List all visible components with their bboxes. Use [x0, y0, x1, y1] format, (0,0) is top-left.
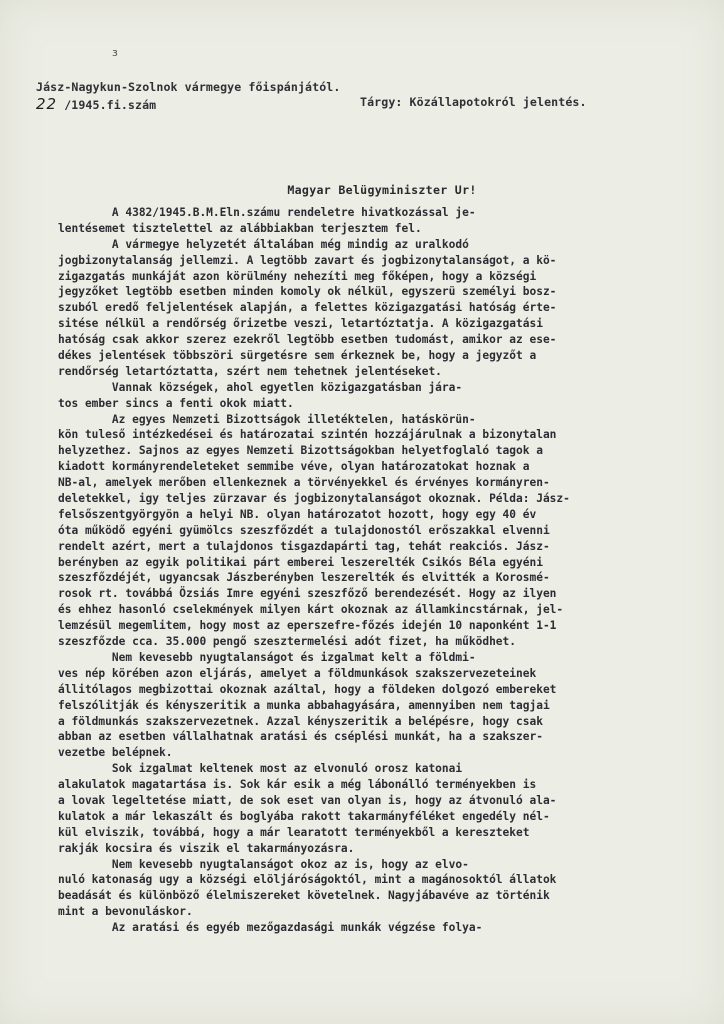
- text-line: helyzethez. Sajnos az egyes Nemzeti Bizottságokban helyetfoglaló tagok a: [58, 444, 543, 458]
- text-line: deletekkel, igy teljes zürzavar és jogbizonytalanságot okoznak. Példa: Jász-: [58, 492, 570, 506]
- text-line: szeszfőzdéjét, ugyancsak Jászberényben leszerelték és elvitték a Korosmé-: [58, 571, 550, 585]
- text-line: alakulatok magatartása is. Sok kár esik a még lábonálló terményekben is: [58, 778, 537, 792]
- text-line: ves nép körében azon eljárás, amelyet a földmunkások szakszervezeteinek: [58, 666, 537, 680]
- text-line: vezetbe belépnek.: [58, 746, 173, 760]
- reference-number: [36, 95, 156, 113]
- text-line: jegyzőket legtöbb esetben minden komoly ok nélkül, egyszerü személyi bosz-: [58, 285, 557, 299]
- text-line: mint a bevonuláskor.: [58, 905, 193, 919]
- handwritten-number: 22: [36, 95, 58, 113]
- text-line: Vannak községek, ahol egyetlen közigazgatásban jára-: [58, 380, 463, 394]
- text-line: szeszfőzde cca. 35.000 pengő szesztermelési adót fizet, ha működhet.: [58, 635, 517, 649]
- issuer-line: Jász-Nagykun-Szolnok vármegye főispánjától.: [36, 80, 341, 94]
- text-line: jogbizonytalanság jellemzi. A legtöbb zavart és jogbizonytalanságot, a kö-: [58, 253, 557, 267]
- salutation: Magyar Belügyminiszter Ur!: [287, 183, 477, 197]
- subject-line: Tárgy: Közállapotokról jelentés.: [360, 95, 587, 109]
- text-line: felsőszentgyörgyön a helyi NB. olyan határozatot hozott, hogy egy 40 év: [58, 507, 537, 521]
- text-line: NB-al, amelyek merőben ellenkeznek a törvényekkel és érvényes kormányren-: [58, 476, 550, 490]
- text-line: A 4382/1945.B.M.Eln.számu rendeletre hivatkozással je-: [58, 206, 476, 219]
- text-line: és ehhez hasonló cselekmények milyen kárt okoznak az államkincstárnak, jel-: [58, 603, 564, 617]
- text-line: dékes jelentések többszöri sürgetésre sem érkeznek be, hogy a jegyzőt a: [58, 349, 537, 363]
- text-line: a lovak legeltetése miatt, de sok eset van olyan is, hogy az átvonuló ala-: [58, 793, 557, 807]
- text-line: A vármegye helyzetét általában még mindig az uralkodó: [58, 237, 469, 251]
- text-line: Sok izgalmat keltenek most az elvonuló orosz katonai: [58, 762, 463, 776]
- text-line: állitólagos megbizottai okoznak azáltal, hogy a földeken dolgozó embereket: [58, 682, 557, 696]
- text-line: kulatok a már lekaszált és boglyába rakott takarmányféléket engedély nél-: [58, 809, 550, 823]
- text-line: zigazgatás munkáját azon körülmény nehezíti meg főképen, hogy a községi: [58, 269, 537, 283]
- text-line: Nem kevesebb nyugtalanságot okoz az is, hogy az elvo-: [58, 857, 469, 871]
- text-line: rosok rt. továbbá Özsiás Imre egyéni szeszfőző berendezését. Hogy az ilyen: [58, 587, 557, 601]
- text-line: kiadott kormányrendeleteket semmibe véve, olyan határozatokat hoznak a: [58, 460, 530, 474]
- text-line: Az egyes Nemzeti Bizottságok illetéktelen, hatáskörün-: [58, 412, 476, 426]
- text-line: lentésemet tisztelettel az alábbiakban terjesztem fel.: [58, 221, 422, 235]
- text-line: nuló katonaság ugy a községi elöljáróságoktól, mint a magánosoktól állatok: [58, 873, 557, 887]
- text-line: óta működő egyéni gyümölcs szeszfőzdét a tulajdonostól erőszakkal elvenni: [58, 523, 550, 537]
- text-line: rendelt azért, mert a tulajdonos tisgazdapárti tag, tehát reakciós. Jász-: [58, 539, 550, 553]
- text-line: sitése nélkül a rendőrség őrizetbe veszi, letartóztatja. A közigazgatási: [58, 317, 543, 331]
- text-line: a földmunkás szakszervezetnek. Azzal kényszeritik a belépésre, hogy csak: [58, 714, 543, 728]
- text-line: felszólitják és kényszeritik a munka abbahagyására, amennyiben nem tagjai: [58, 698, 550, 712]
- reference-number-rest: /1945.fi.szám: [64, 98, 157, 112]
- text-line: Az aratási és egyéb mezőgazdasági munkák végzése folya-: [58, 921, 483, 935]
- text-line: tos ember sincs a fenti okok miatt.: [58, 396, 294, 410]
- text-line: abban az esetben vállalhatnak aratási és cséplési munkát, ha a szakszer-: [58, 730, 543, 744]
- text-line: hatóság csak akkor szerez ezekről legtöbb esetben tudomást, amikor az ese-: [58, 333, 557, 347]
- text-line: beadását és különböző élelmiszereket követelnek. Nagyjábavéve az történik: [58, 889, 550, 903]
- text-line: rendőrség letartóztatta, szért nem tehetnek jelentéseket.: [58, 364, 442, 378]
- text-line: rakják kocsira és viszik el takarmányozásra.: [58, 841, 355, 855]
- text-line: szuból eredő feljelentések alapján, a felettes közigazgatási hatóság érte-: [58, 301, 557, 315]
- text-line: kön tuleső intézkedései és határozatai szintén hozzájárulnak a bizonytalan: [58, 428, 557, 442]
- text-line: Nem kevesebb nyugtalanságot és izgalmat kelt a földmi-: [58, 650, 476, 664]
- text-line: kül elviszik, továbbá, hogy a már learatott terményekből a kereszteket: [58, 825, 530, 839]
- text-line: lemzésül megemlitem, hogy most az eperszefre-főzés idején 10 naponként 1-1: [58, 619, 557, 633]
- text-line: berényben az egyik politikai párt emberei leszerelték Csikós Béla egyéni: [58, 555, 543, 569]
- corner-mark: ɜ: [112, 46, 118, 59]
- letter-body: [58, 205, 718, 936]
